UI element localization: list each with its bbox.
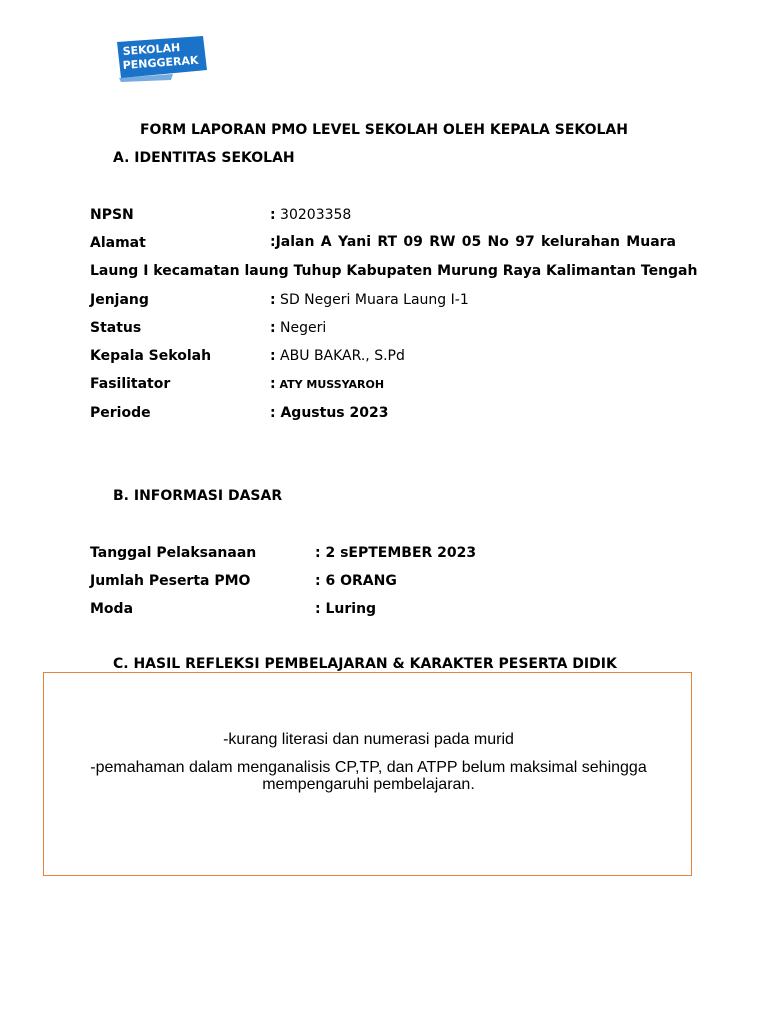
- reflection-line-2: -pemahaman dalam menganalisis CP,TP, dan ATPP belum maksimal sehingga: [90, 759, 647, 776]
- jumlah-label: Jumlah Peserta PMO: [90, 573, 251, 589]
- alamat-line2: [90, 263, 698, 279]
- alamat-line1-text: :Jalan A Yani RT 09 RW 05 No 97 kelurahan Muara: [270, 234, 676, 250]
- kepala-colon: :: [270, 348, 276, 364]
- moda-value: : Luring: [315, 601, 377, 617]
- status-label: Status: [90, 320, 142, 336]
- moda-label: Moda: [90, 601, 134, 617]
- reflection-line-1: -kurang literasi dan numerasi pada murid: [223, 731, 514, 748]
- jenjang-colon: :: [270, 292, 276, 308]
- reflection-box: [43, 672, 692, 876]
- npsn-label: NPSN: [90, 207, 134, 223]
- periode-label: Periode: [90, 405, 151, 421]
- kepala-value: ABU BAKAR., S.Pd: [275, 348, 405, 364]
- logo-line1: SEKOLAH: [122, 41, 181, 58]
- jenjang-label: Jenjang: [90, 292, 149, 308]
- jenjang-value: SD Negeri Muara Laung I-1: [275, 292, 469, 308]
- section-b-heading: B. INFORMASI DASAR: [113, 488, 283, 504]
- fasilitator-colon: :: [270, 376, 276, 392]
- tanggal-label: Tanggal Pelaksanaan: [90, 545, 257, 561]
- alamat-line2-text: Laung I kecamatan laung Tuhup Kabupaten Murung Raya Kalimantan Tengah: [90, 263, 698, 279]
- logo-badge: [113, 34, 209, 82]
- section-c-heading: C. HASIL REFLEKSI PEMBELAJARAN & KARAKTER PESERTA DIDIK: [113, 656, 617, 672]
- logo-line2: PENGGERAK: [122, 53, 199, 72]
- jumlah-value: : 6 ORANG: [315, 573, 397, 589]
- fasilitator-value: ATY MUSSYAROH: [275, 378, 385, 391]
- kepala-label: Kepala Sekolah: [90, 348, 212, 364]
- reflection-line-3: mempengaruhi pembelajaran.: [262, 776, 475, 793]
- npsn-colon: :: [270, 207, 276, 223]
- fasilitator-label: Fasilitator: [90, 376, 171, 392]
- sekolah-penggerak-logo: [113, 34, 209, 82]
- alamat-label: Alamat: [90, 235, 146, 251]
- periode-value: : Agustus 2023: [270, 405, 389, 421]
- section-a-heading: A. IDENTITAS SEKOLAH: [113, 150, 295, 166]
- status-colon: :: [270, 320, 276, 336]
- status-value: Negeri: [275, 320, 327, 336]
- tanggal-value: : 2 sEPTEMBER 2023: [315, 545, 477, 561]
- form-title: FORM LAPORAN PMO LEVEL SEKOLAH OLEH KEPALA SEKOLAH: [139, 122, 628, 138]
- alamat-line1: [270, 234, 676, 250]
- npsn-value: 30203358: [275, 207, 352, 223]
